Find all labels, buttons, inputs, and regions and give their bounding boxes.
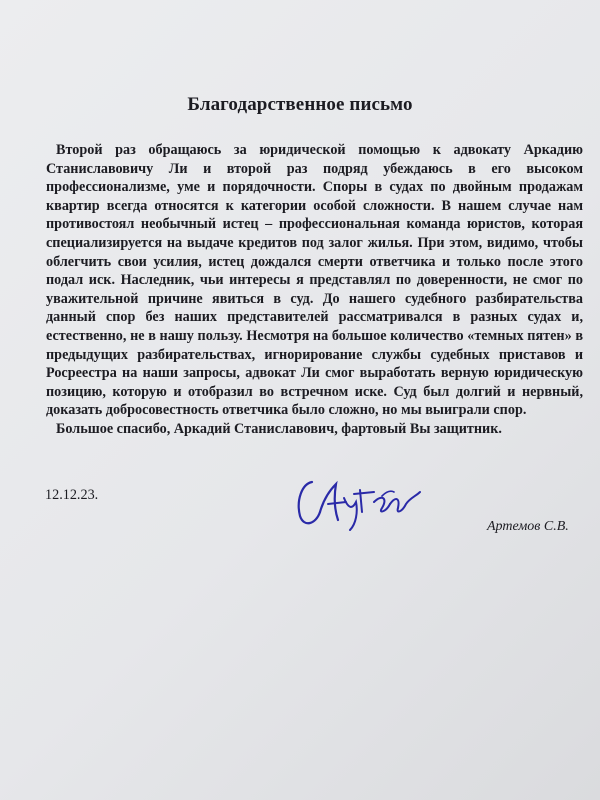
letter-title: Благодарственное письмо: [187, 94, 413, 115]
letter-date: 12.12.23.: [45, 487, 99, 503]
letter-paragraph-thanks: Большое спасибо, Аркадий Станиславович, фартовый Вы защитник.: [56, 420, 502, 437]
letter-body: [46, 141, 583, 439]
letter-paragraph-main: Второй раз обращаюсь за юридической помощью к адвокату Аркадию Станиславовичу Ли и второй раз подряд убеждаюсь в его высоком профессионализме, уме и порядочности. Споры в судах по двойным продажам квартир всегда относятся к категории особой сложности. В нашем случае нам противостоял необычный истец – профессиональная команда юристов, которая специализируется на выдаче кредитов под залог жилья. При этом, видимо, чтобы облегчить свои усилия, истец дождался смерти ответчика и только после этого подал иск. Наследник, чьи интересы я представлял по доверенности, не смог по уважительной причине явиться в суд. До нашего судебного разбирательства данный спор без наших представителей рассматривался в разных судах и, естественно, не в нашу пользу. Несмотря на большое количество «темных пятен» в предыдущих разбирательствах, игнорирование службы судебных приставов и Росреестра на наши запросы, адвокат Ли смог выработать верную юридическую позицию, которую и отобразил во встречном иске. Суд был долгий и нервный, доказать добросовестность ответчика было сложно, но мы выиграли спор.: [46, 142, 583, 419]
signer-name: Артемов С.В.: [487, 519, 569, 534]
handwritten-signature: [290, 468, 430, 540]
